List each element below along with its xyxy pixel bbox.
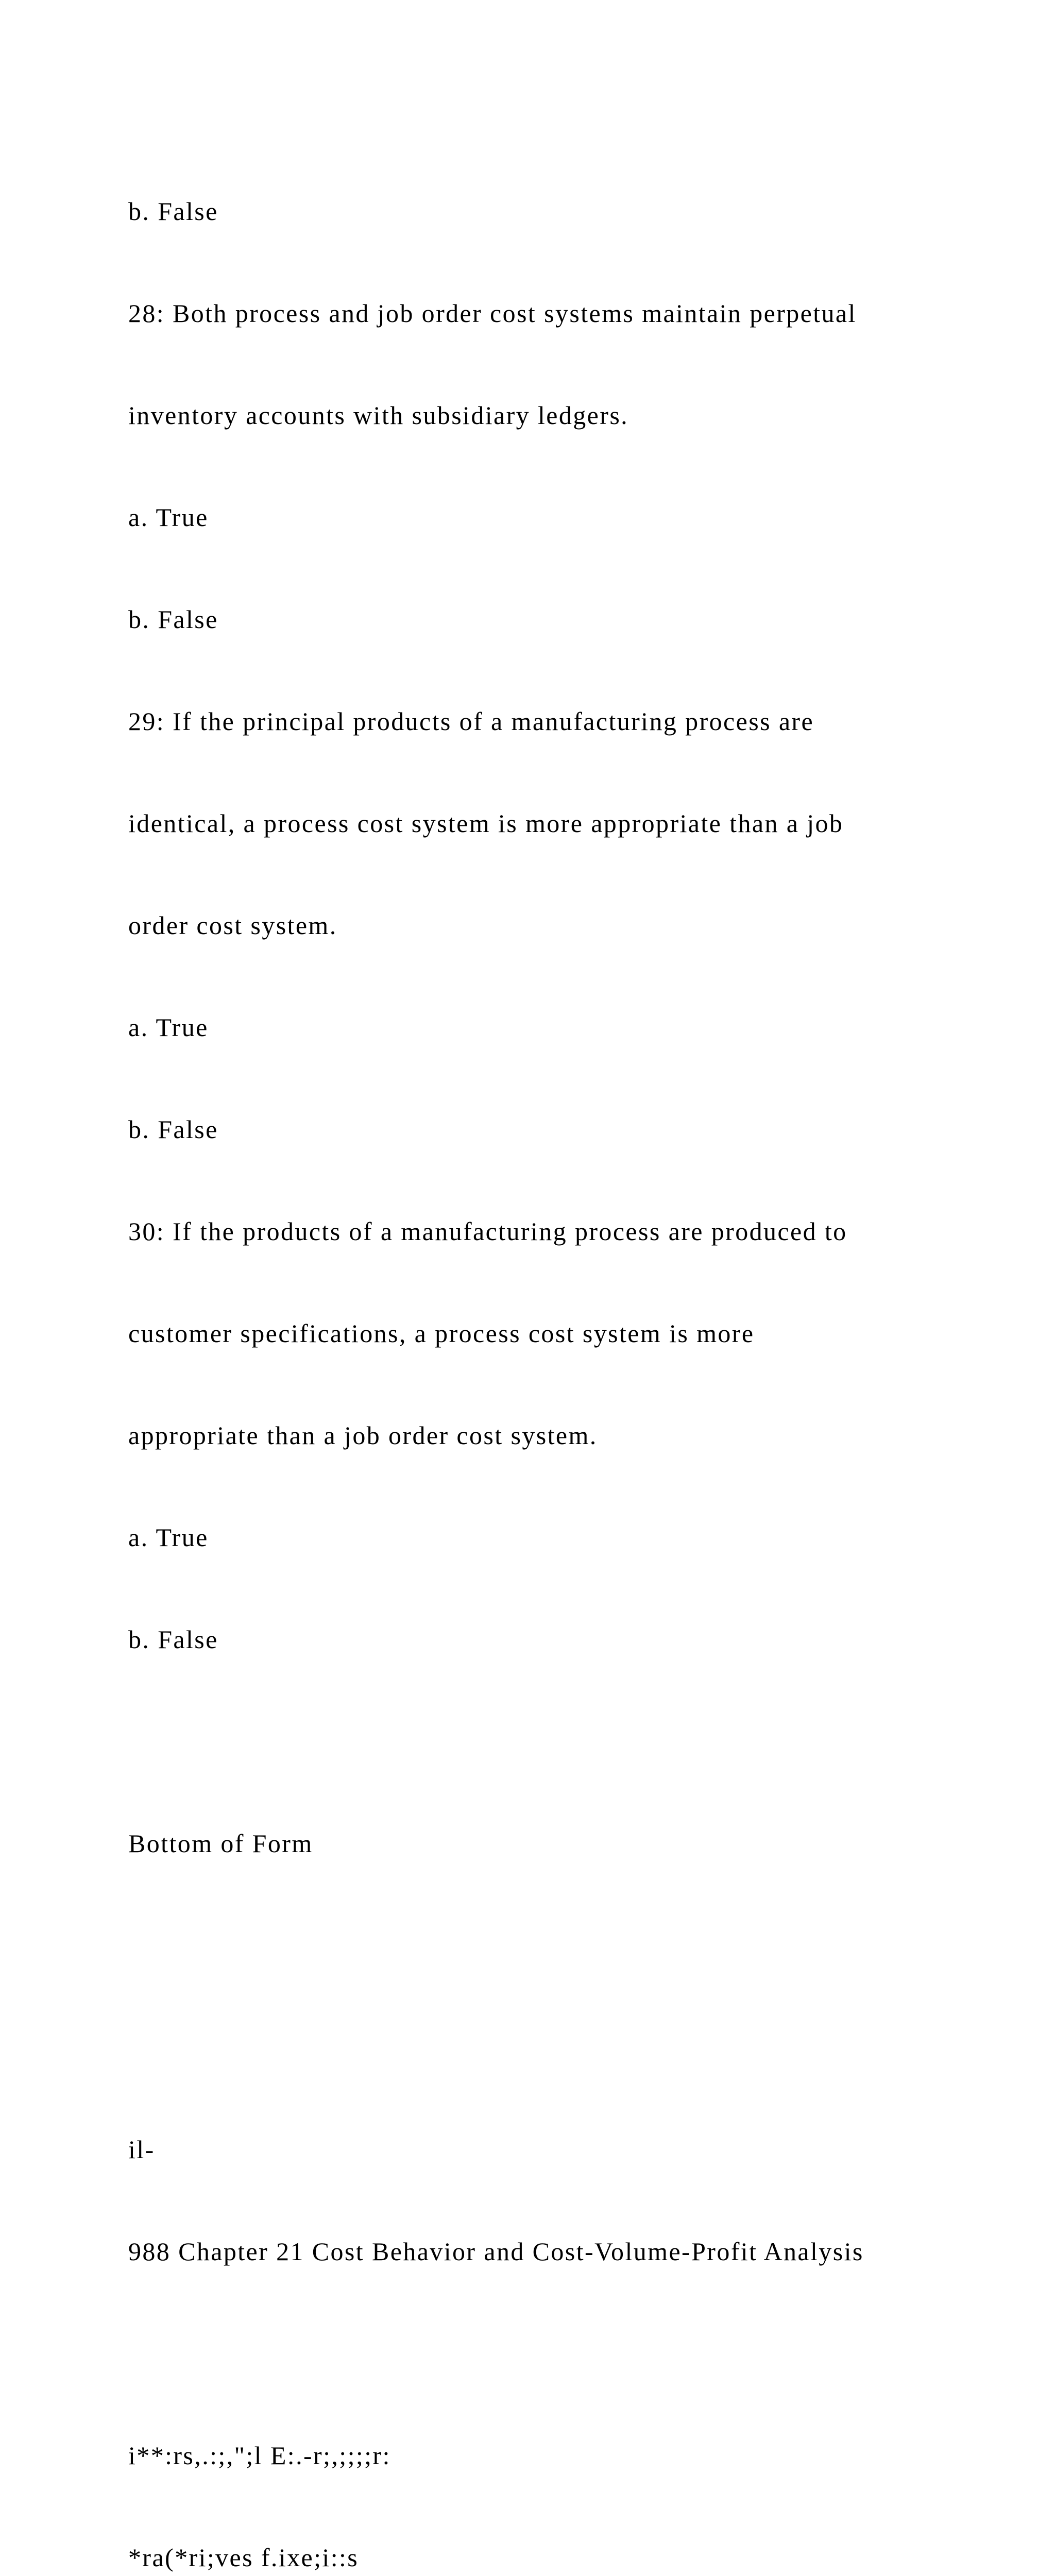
answer-option-false: b. False xyxy=(128,197,218,226)
answer-option-true: a. True xyxy=(128,503,209,532)
question-29-text-continued: order cost system. xyxy=(128,911,337,940)
spacer xyxy=(128,1928,1004,2064)
document-text xyxy=(128,126,1004,2576)
ocr-fragment-line: il- xyxy=(128,2135,155,2164)
bottom-of-form-label: Bottom of Form xyxy=(128,1829,313,1858)
answer-option-false: b. False xyxy=(128,1625,218,1654)
question-30-text-continued: customer specifications, a process cost system is more xyxy=(128,1319,755,1348)
question-30-text-continued: appropriate than a job order cost system. xyxy=(128,1421,598,1450)
answer-option-false: b. False xyxy=(128,1115,218,1144)
answer-option-true: a. True xyxy=(128,1523,209,1552)
chapter-heading: 988 Chapter 21 Cost Behavior and Cost-Volume-Profit Analysis xyxy=(128,2237,864,2266)
question-28-text-continued: inventory accounts with subsidiary ledgers. xyxy=(128,401,629,430)
question-28-text: 28: Both process and job order cost systems maintain perpetual xyxy=(128,299,857,328)
spacer xyxy=(128,1724,1004,1758)
question-30-text: 30: If the products of a manufacturing process are produced to xyxy=(128,1217,847,1246)
ocr-fragment-line: *ra(*ri;ves f.ixe;i::s xyxy=(128,2543,359,2572)
question-29-text: 29: If the principal products of a manufacturing process are xyxy=(128,707,814,736)
answer-option-true: a. True xyxy=(128,1013,209,1042)
ocr-fragment-line: i**:rs,.:;,";l E:.-r;,;;;;r: xyxy=(128,2441,391,2470)
answer-option-false: b. False xyxy=(128,605,218,634)
spacer xyxy=(128,2336,1004,2370)
question-29-text-continued: identical, a process cost system is more appropriate than a job xyxy=(128,809,844,838)
